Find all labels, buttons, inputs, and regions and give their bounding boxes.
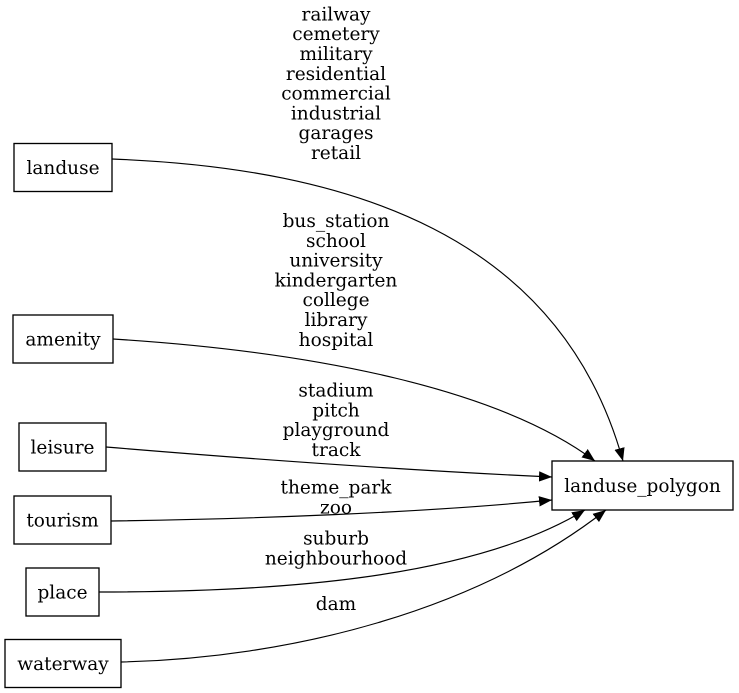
node-landuse (14, 144, 112, 192)
node-label: waterway (17, 654, 109, 675)
edge-label-landuse (281, 4, 391, 164)
edge-label-amenity (275, 211, 398, 351)
edge-label-line: track (311, 439, 361, 461)
node-place (26, 568, 99, 616)
edge-label-line: university (289, 250, 383, 272)
edge-label-line: pitch (312, 400, 360, 422)
node-tourism (14, 496, 111, 544)
edge-label-tourism (281, 478, 393, 519)
edge-label-line: school (306, 230, 366, 252)
node-label: amenity (25, 329, 101, 351)
node-label: tourism (26, 510, 99, 532)
edge-label-line: library (304, 310, 368, 331)
edge-label-line: cemetery (292, 24, 380, 46)
edge-label-line: college (302, 290, 370, 312)
edge-label-leisure (283, 381, 390, 461)
node-leisure (19, 423, 106, 471)
edge-label-line: dam (315, 594, 357, 615)
edge-label-line: suburb (303, 528, 369, 550)
edge-label-line: retail (310, 143, 362, 164)
node-landuse_polygon (552, 461, 733, 510)
edge-label-line: residential (285, 63, 387, 85)
edge-label-line: railway (301, 4, 371, 26)
edge-label-line: garages (298, 123, 374, 145)
edge-label-line: bus_station (282, 211, 390, 232)
edge-label-line: commercial (281, 83, 391, 105)
node-label: place (37, 582, 88, 604)
edge-label-line: hospital (298, 329, 374, 351)
edge-label-line: playground (282, 420, 390, 442)
node-waterway (5, 640, 121, 688)
node-label: leisure (30, 437, 95, 459)
edge-label-line: military (299, 44, 373, 65)
edge-label-line: industrial (290, 103, 382, 125)
node-amenity (13, 315, 113, 363)
edge-label-waterway (316, 594, 357, 615)
edge-label-place (265, 529, 407, 570)
edge-label-line: zoo (319, 497, 353, 519)
node-label: landuse (26, 158, 100, 179)
edge-label-line: stadium (298, 380, 374, 402)
edge-label-line: kindergarten (274, 270, 398, 292)
edge-label-line: theme_park (280, 477, 392, 499)
edge-label-line: neighbourhood (264, 548, 408, 570)
node-label: landuse_polygon (564, 476, 721, 497)
